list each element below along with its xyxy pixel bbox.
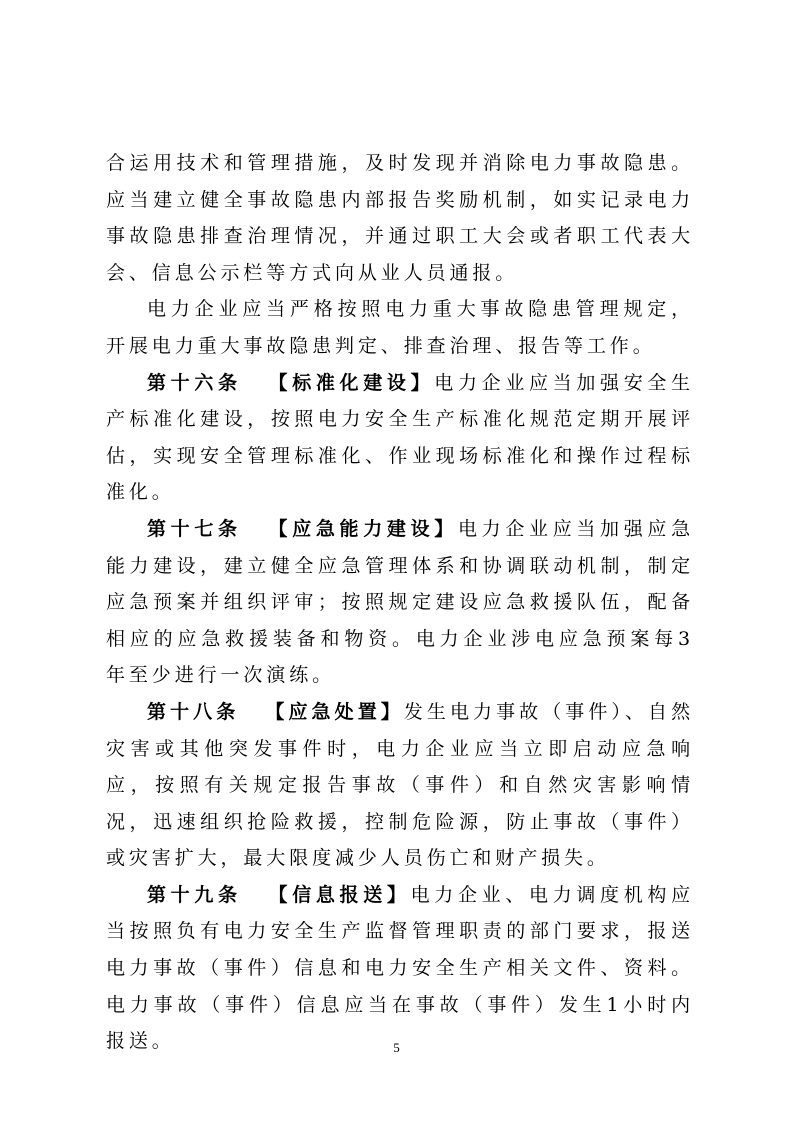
article-16-title: 【标准化建设】 bbox=[267, 371, 435, 394]
article-18-number: 第十八条 bbox=[147, 700, 240, 723]
article-17-title: 【应急能力建设】 bbox=[267, 517, 458, 540]
paragraph-major-hazard: 电力企业应当严格按照电力重大事故隐患管理规定，开展电力重大事故隐患判定、排查治理、报告等工作。 bbox=[106, 298, 694, 357]
article-17 bbox=[106, 511, 694, 694]
article-18-text: 发生电力事故（事件）、自然灾害或其他突发事件时，电力企业应当立即启动应急响应，按照有关规定报告事故（事件）和自然灾害影响情况，迅速组织抢险救援，控制危险源，防止事故（事件）或灾害扩大，最大限度减少人员伤亡和财产损失。 bbox=[106, 700, 695, 870]
article-19-text: 电力企业、电力调度机构应当按照负有电力安全生产监督管理职责的部门要求，报送电力事故（事件）信息和电力安全生产相关文件、资料。电力事故（事件）信息应当在事故（事件）发生1小时内报送。 bbox=[106, 883, 694, 1053]
article-19 bbox=[106, 877, 694, 1060]
article-16-number: 第十六条 bbox=[147, 371, 242, 394]
article-18-title: 【应急处置】 bbox=[265, 700, 404, 723]
article-19-title: 【信息报送】 bbox=[267, 883, 411, 906]
document-body bbox=[106, 145, 694, 1060]
page-number: 5 bbox=[393, 1040, 400, 1055]
article-19-number: 第十九条 bbox=[147, 883, 242, 906]
article-16-text: 电力企业应当加强安全生产标准化建设，按照电力安全生产标准化规范定期开展评估，实现安全管理标准化、作业现场标准化和操作过程标准化。 bbox=[106, 371, 694, 504]
article-17-number: 第十七条 bbox=[147, 517, 242, 540]
article-17-text: 电力企业应当加强应急能力建设，建立健全应急管理体系和协调联动机制，制定应急预案并组织评审；按照规定建设应急救援队伍，配备相应的应急救援装备和物资。电力企业涉电应急预案每3年至少进行一次演练。 bbox=[106, 517, 694, 687]
paragraph-continuation: 合运用技术和管理措施，及时发现并消除电力事故隐患。应当建立健全事故隐患内部报告奖励机制，如实记录电力事故隐患排查治理情况，并通过职工大会或者职工代表大会、信息公示栏等方式向从业人员通报。 bbox=[106, 152, 694, 284]
article-16 bbox=[106, 365, 694, 511]
article-18 bbox=[106, 694, 694, 877]
